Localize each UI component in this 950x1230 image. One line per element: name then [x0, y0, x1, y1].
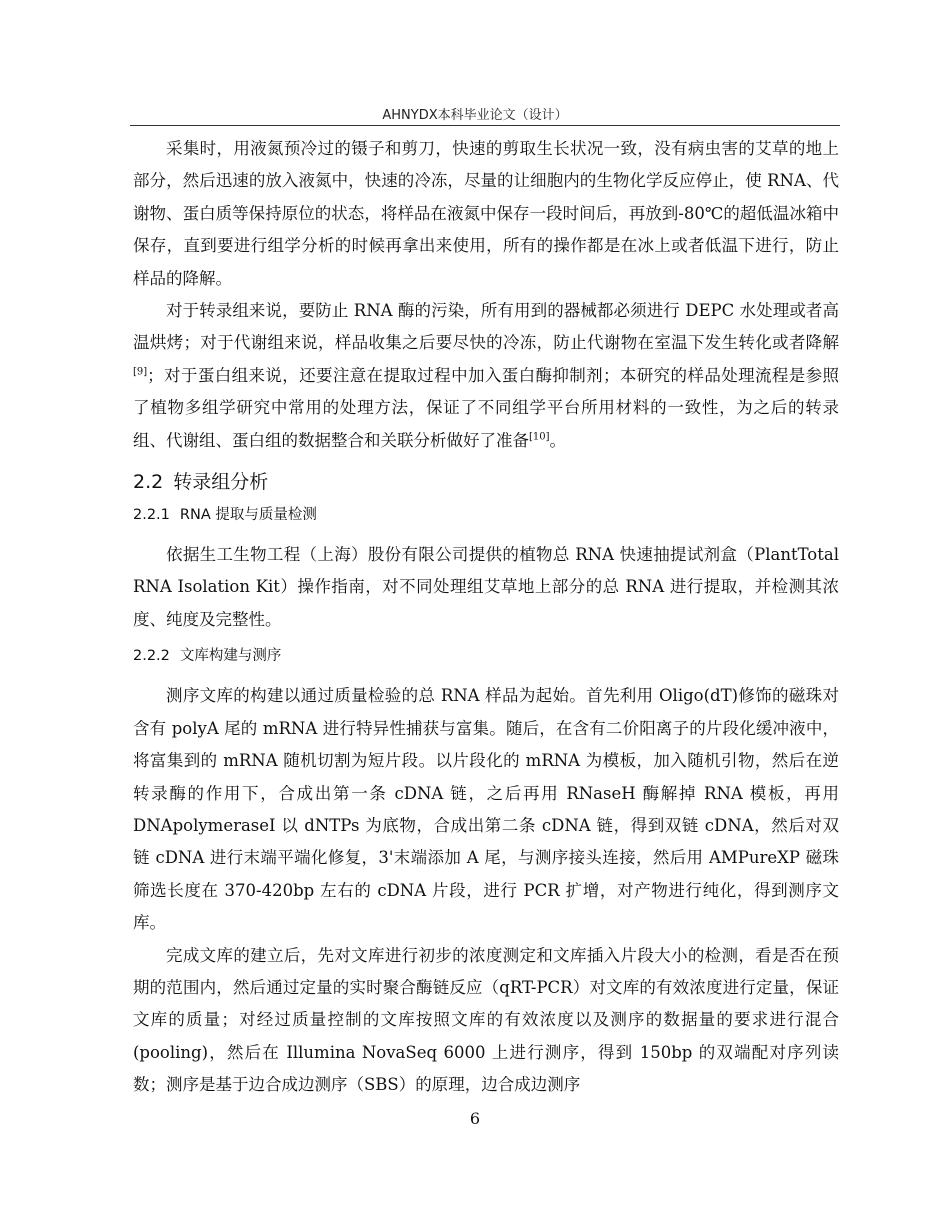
subsection-number: 2.2.1 — [133, 507, 170, 524]
citation-ref[interactable]: [9] — [133, 366, 148, 378]
citation-ref[interactable]: [10] — [529, 431, 550, 443]
subsection-title: RNA 提取与质量检测 — [179, 507, 317, 524]
section-number: 2.2 — [133, 471, 164, 494]
subsection-title: 文库构建与测序 — [179, 648, 282, 665]
paragraph-text: 。 — [549, 430, 567, 450]
subsection-heading-2-2-1 — [133, 505, 839, 525]
page-number: 6 — [469, 1109, 481, 1128]
subsection-number: 2.2.2 — [133, 648, 170, 665]
paragraph-text: 对于转录组来说，要防止 RNA 酶的污染，所有用到的器械都必须进行 DEPC 水处理或者高温烘烤；对于代谢组来说，样品收集之后要尽快的冷冻，防止代谢物在室温下发生转化或者降解 — [133, 301, 839, 353]
paragraph-sequencing: 完成文库的建立后，先对文库进行初步的浓度测定和文库插入片段大小的检测，看是否在预期的范围内，然后通过定量的实时聚合酶链反应（qRT-PCR）对文库的有效浓度进行定量，保证文库的质量；对经过质量控制的文库按照文库的有效浓度以及测序的数据量的要求进行混合(pooling)，然后在 Illumina NovaSeq 6000 上进行测序，得到 150bp 的双端配对序列读数；测序是基于边合成边测序（SBS）的原理，边合成边测序 — [133, 945, 839, 1095]
header-divider — [130, 125, 840, 126]
section-heading-2-2 — [133, 469, 839, 495]
paragraph-text: ；对于蛋白组来说，还要注意在提取过程中加入蛋白酶抑制剂；本研究的样品处理流程是参照了植物多组学研究中常用的处理方法，保证了不同组学平台所用材料的一致性，为之后的转录组、代谢组、蛋白组的数据整合和关联分析做好了准备 — [133, 365, 839, 450]
paragraph-library-construction: 测序文库的构建以通过质量检验的总 RNA 样品为起始。首先利用 Oligo(dT)修饰的磁珠对含有 polyA 尾的 mRNA 进行特异性捕获与富集。随后，在含有二价阳离子的片段化缓冲液中，将富集到的 mRNA 随机切割为短片段。以片段化的 mRNA 为模板，加入随机引物，然后在逆转录酶的作用下，合成出第一条 cDNA 链，之后再用 RNaseH 酶解掉 RNA 模板，再用 DNApolymeraseI 以 dNTPs 为底物，合成出第二条 cDNA 链，得到双链 cDNA，然后对双链 cDNA 进行末端平端化修复，3'末端添加 A 尾，与测序接头连接，然后用 AMPureXP 磁珠筛选长度在 370-420bp 左右的 cDNA 片段，进行 PCR 扩增，对产物进行纯化，得到测序文库。 — [133, 686, 839, 933]
paragraph-sample-handling — [133, 295, 839, 457]
section-title: 转录组分析 — [173, 471, 269, 494]
running-header: AHNYDX本科毕业论文（设计） — [382, 108, 568, 123]
paragraph-rna-extraction: 依据生工生物工程（上海）股份有限公司提供的植物总 RNA 快速抽提试剂盒（PlantTotal RNA Isolation Kit）操作指南，对不同处理组艾草地上部分的总 RNA 进行提取，并检测其浓度、纯度及完整性。 — [133, 545, 839, 629]
paragraph-sampling: 采集时，用液氮预冷过的镊子和剪刀，快速的剪取生长状况一致，没有病虫害的艾草的地上部分，然后迅速的放入液氮中，快速的冷冻，尽量的让细胞内的生物化学反应停止，使 RNA、代谢物、蛋白质等保持原位的状态，将样品在液氮中保存一段时间后，再放到-80℃的超低温冰箱中保存，直到要进行组学分析的时候再拿出来使用，所有的操作都是在冰上或者低温下进行，防止样品的降解。 — [133, 139, 839, 288]
page-body — [133, 133, 839, 1102]
subsection-heading-2-2-2 — [133, 646, 839, 666]
